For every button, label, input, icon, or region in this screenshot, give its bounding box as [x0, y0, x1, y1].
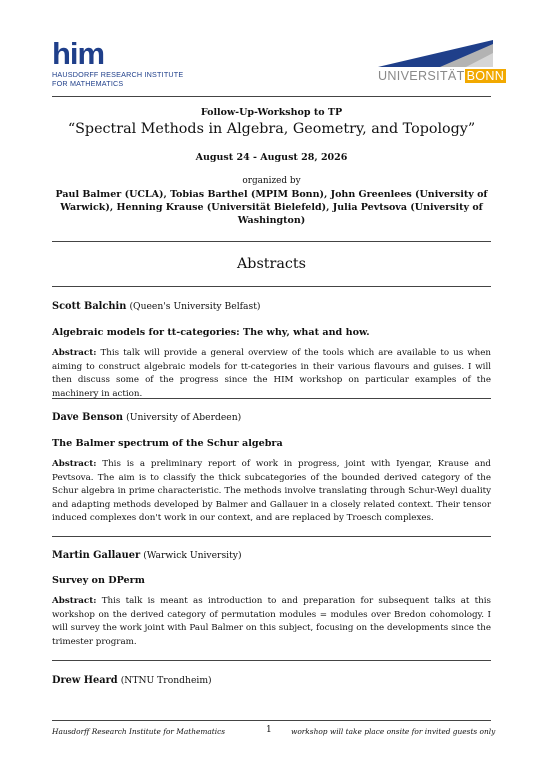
speaker-name: Martin Gallauer — [52, 550, 141, 561]
footer-note: workshop will take place onsite for invited guests only — [291, 727, 496, 736]
abstract-label: Abstract: — [52, 596, 97, 606]
workshop-dates: August 24 - August 28, 2026 — [195, 152, 348, 163]
abstract-label: Abstract: — [52, 348, 97, 358]
him-logo-line1: HAUSDORFF RESEARCH INSTITUTE — [52, 70, 184, 79]
section-divider — [52, 286, 491, 287]
section-title: Abstracts — [236, 256, 306, 272]
abstract-text: This is a preliminary report of work in progress, joint with Iyengar, Krause and Pevtsova. The aim is to classify the thick subcategories of the bounded derived category of the Schur algebra in prime characteristic. The methods involve translating through Schur-Weyl duality and adapting methods developed by Balmer and Gallauer in a closely related context. Their tensor induced complexes don't work in our context, and are replaced by Troesch complexes. — [52, 459, 491, 524]
talk-abstract — [52, 347, 491, 401]
bonn-logo-emblem-icon — [378, 40, 493, 68]
talk-title: Algebraic models for tt-categories: The why, what and how. — [52, 327, 370, 338]
speaker-line — [52, 301, 491, 312]
speaker-name: Dave Benson — [52, 412, 123, 423]
him-logo-line2: FOR MATHEMATICS — [52, 79, 124, 88]
speaker-line — [52, 550, 491, 561]
workshop-subtitle: Follow-Up-Workshop to TP — [200, 107, 343, 118]
abstract-label: Abstract: — [52, 459, 97, 469]
speaker-line — [52, 675, 491, 686]
abstract-text: This talk will provide a general overview of the tools which are available to us when aiming to construct algebraic models for tt-categories in their various flavours and guises. I will then discuss some of the progress since the HIM workshop on particular examples of the machinery in action. — [52, 348, 491, 399]
university-bonn-logo — [378, 40, 505, 84]
speaker-name: Scott Balchin — [52, 301, 127, 312]
footer-institute: Hausdorff Research Institute for Mathematics — [52, 727, 226, 736]
talk-title: Survey on DPerm — [52, 575, 145, 586]
speaker-affiliation: (University of Aberdeen) — [126, 412, 242, 423]
workshop-title: “Spectral Methods in Algebra, Geometry, and Topology” — [67, 121, 476, 137]
speaker-name: Drew Heard — [52, 675, 118, 686]
organized-by-label: organized by — [242, 176, 301, 186]
abstract-text: This talk is meant as introduction to and preparation for subsequent talks at this workshop on the derived category of permutation modules = modules over Bredon cohomology. I will survey the work joint with Paul Balmer on this subject, focusing on the developments since the trimester program. — [52, 596, 491, 647]
talk-abstract — [52, 595, 491, 649]
header-divider — [52, 96, 491, 97]
organizers-list: Paul Balmer (UCLA), Tobias Barthel (MPIM Bonn), John Greenlees (University of Warwick), Henning Krause (Universität Bielefeld), Julia Pevtsova (University of Washington) — [55, 189, 488, 226]
speaker-affiliation: (Warwick University) — [143, 550, 242, 561]
talk-divider — [52, 536, 491, 537]
section-divider — [52, 241, 491, 242]
speaker-affiliation: (Queen's University Belfast) — [129, 301, 261, 312]
him-logo — [52, 36, 184, 88]
page-number: 1 — [266, 725, 272, 735]
bonn-logo-text — [378, 69, 505, 83]
speaker-affiliation: (NTNU Trondheim) — [120, 675, 212, 686]
speaker-line — [52, 412, 491, 423]
him-logo-mark: him — [52, 36, 105, 71]
talk-title: The Balmer spectrum of the Schur algebra — [52, 438, 283, 449]
talk-abstract — [52, 458, 491, 526]
talk-divider — [52, 398, 491, 399]
talk-divider — [52, 660, 491, 661]
bonn-logo-city: BONN — [466, 69, 505, 83]
footer-divider — [52, 720, 491, 721]
bonn-logo-university: UNIVERSITÄT — [378, 69, 465, 83]
